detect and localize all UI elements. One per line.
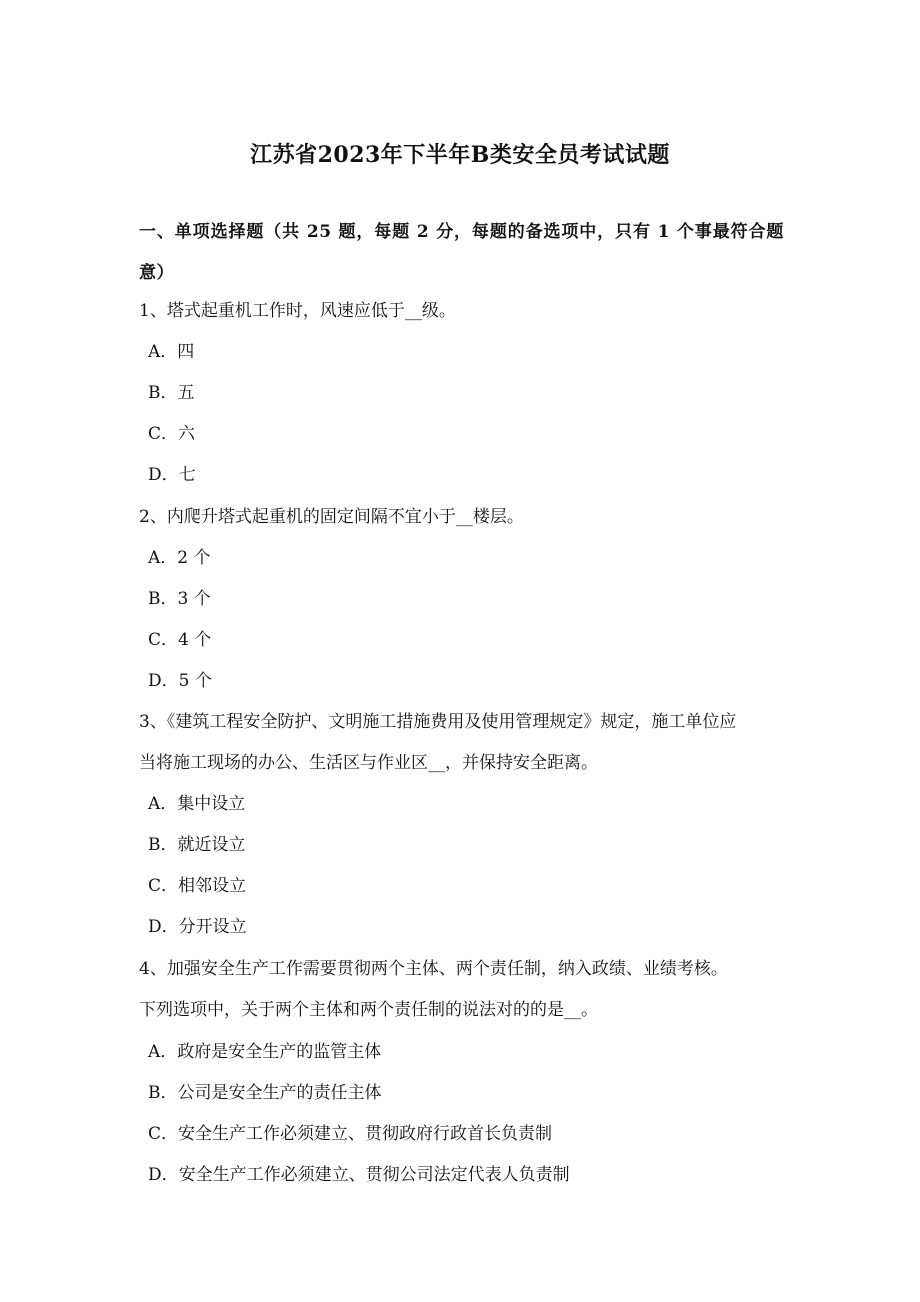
question-2-option-c: C．4 个 bbox=[148, 630, 212, 650]
question-2-stem: 2、内爬升塔式起重机的固定间隔不宜小于__楼层。 bbox=[139, 507, 524, 527]
question-3-stem-line-1: 3、《建筑工程安全防护、文明施工措施费用及使用管理规定》规定，施工单位应 bbox=[139, 712, 737, 732]
question-1-option-a: A．四 bbox=[148, 342, 195, 362]
question-3-option-c: C．相邻设立 bbox=[148, 876, 247, 896]
question-2-option-d: D．5 个 bbox=[148, 671, 212, 691]
document-title: 江苏省2023年下半年B类安全员考试试题 bbox=[250, 142, 670, 168]
question-4-option-d: D．安全生产工作必须建立、贯彻公司法定代表人负责制 bbox=[148, 1165, 570, 1185]
question-2-option-a: A．2 个 bbox=[148, 548, 211, 568]
question-1-option-d: D．七 bbox=[148, 465, 196, 485]
question-3-stem-line-2: 当将施工现场的办公、生活区与作业区__，并保持安全距离。 bbox=[139, 753, 598, 773]
question-4-option-a: A．政府是安全生产的监管主体 bbox=[148, 1042, 382, 1062]
question-4-stem-line-1: 4、加强安全生产工作需要贯彻两个主体、两个责任制，纳入政绩、业绩考核。 bbox=[139, 959, 728, 979]
question-3-option-b: B．就近设立 bbox=[148, 835, 246, 855]
question-1-stem: 1、塔式起重机工作时，风速应低于__级。 bbox=[139, 301, 456, 321]
section-heading: 一、单项选择题（共 25 题，每题 2 分，每题的备选项中，只有 1 个事最符合题意） bbox=[139, 222, 784, 283]
question-2-option-b: B．3 个 bbox=[148, 589, 211, 609]
question-1-option-b: B．五 bbox=[148, 383, 195, 403]
question-3-option-d: D．分开设立 bbox=[148, 917, 247, 937]
question-4-stem-line-2: 下列选项中，关于两个主体和两个责任制的说法对的的是__。 bbox=[139, 1000, 598, 1020]
question-4-option-c: C．安全生产工作必须建立、贯彻政府行政首长负责制 bbox=[148, 1124, 553, 1144]
question-1-option-c: C．六 bbox=[148, 424, 196, 444]
question-4-option-b: B．公司是安全生产的责任主体 bbox=[148, 1083, 382, 1103]
question-3-option-a: A．集中设立 bbox=[148, 794, 246, 814]
